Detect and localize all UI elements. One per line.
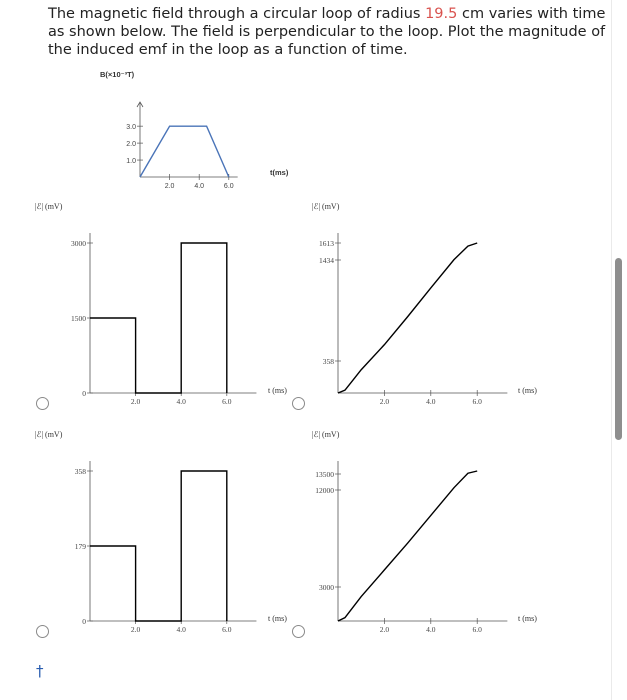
scrollbar-thumb[interactable] xyxy=(615,258,622,440)
option-d-chart xyxy=(290,418,550,638)
option-a-radio[interactable] xyxy=(36,397,49,410)
x-tick-label: 4.0 xyxy=(426,397,436,406)
question-text xyxy=(48,5,608,59)
y-tick-label: 1.0 xyxy=(126,158,136,166)
x-tick-label: 4.0 xyxy=(176,397,186,406)
x-tick-label: 4.0 xyxy=(194,183,205,190)
y-axis-label: |ℰ| (mV) xyxy=(312,430,340,439)
y-tick-label: 3000 xyxy=(71,239,86,248)
y-tick-label: 3000 xyxy=(319,583,334,592)
option-c-chart xyxy=(30,418,315,638)
option-a-chart xyxy=(30,190,315,410)
data-series-line xyxy=(90,243,227,393)
x-tick-label: 4.0 xyxy=(176,625,186,634)
question-part1: The magnetic field through a circular loop of radius xyxy=(48,6,426,22)
x-tick-label: 2.0 xyxy=(130,625,141,634)
x-tick-label: 6.0 xyxy=(472,397,482,406)
y-tick-label: 358 xyxy=(74,467,86,476)
data-series-line xyxy=(90,471,227,621)
data-series-line xyxy=(140,126,229,177)
y-tick-label: 179 xyxy=(74,542,86,551)
content-divider xyxy=(611,0,612,700)
add-icon[interactable]: † xyxy=(36,662,44,680)
data-series-line xyxy=(338,471,477,621)
x-axis-label: t(ms) xyxy=(270,168,289,177)
x-tick-label: 2.0 xyxy=(379,397,390,406)
x-tick-label: 6.0 xyxy=(472,625,482,634)
x-axis-label: t (ms) xyxy=(518,386,537,395)
x-tick-label: 2.0 xyxy=(130,397,141,406)
x-tick-label: 4.0 xyxy=(426,625,436,634)
option-c-radio[interactable] xyxy=(36,625,49,638)
data-series-line xyxy=(338,243,477,393)
option-b-radio[interactable] xyxy=(292,397,305,410)
y-axis-label: |ℰ| (mV) xyxy=(35,430,63,439)
y-tick-label: 358 xyxy=(322,357,334,366)
y-axis-label: |ℰ| (mV) xyxy=(312,202,340,211)
b-field-chart xyxy=(80,68,320,198)
y-tick-label: 0 xyxy=(82,617,86,626)
option-d-radio[interactable] xyxy=(292,625,305,638)
x-tick-label: 6.0 xyxy=(223,183,234,190)
y-axis-label: B(×10⁻³T) xyxy=(100,70,135,79)
y-tick-label: 0 xyxy=(82,389,86,398)
x-axis-label: t (ms) xyxy=(268,614,287,623)
question-part2: cm varies with time as shown below. The field is perpendicular to the loop. Plot the magnitude of the induced emf in the loop as a function of time. xyxy=(48,6,606,58)
y-tick-label: 2.0 xyxy=(126,141,136,149)
y-tick-label: 3.0 xyxy=(126,124,136,132)
radius-value: 19.5 xyxy=(425,6,458,22)
x-tick-label: 2.0 xyxy=(164,183,175,190)
x-axis-label: t (ms) xyxy=(268,386,287,395)
y-tick-label: 12000 xyxy=(315,486,334,495)
option-b-chart xyxy=(290,190,550,410)
x-axis-label: t (ms) xyxy=(518,614,537,623)
x-tick-label: 6.0 xyxy=(222,397,232,406)
y-tick-label: 13500 xyxy=(315,470,334,479)
y-axis-label: |ℰ| (mV) xyxy=(35,202,63,211)
y-tick-label: 1613 xyxy=(319,239,334,248)
x-tick-label: 6.0 xyxy=(222,625,232,634)
x-tick-label: 2.0 xyxy=(379,625,390,634)
y-tick-label: 1434 xyxy=(319,256,334,265)
y-tick-label: 1500 xyxy=(71,314,86,323)
